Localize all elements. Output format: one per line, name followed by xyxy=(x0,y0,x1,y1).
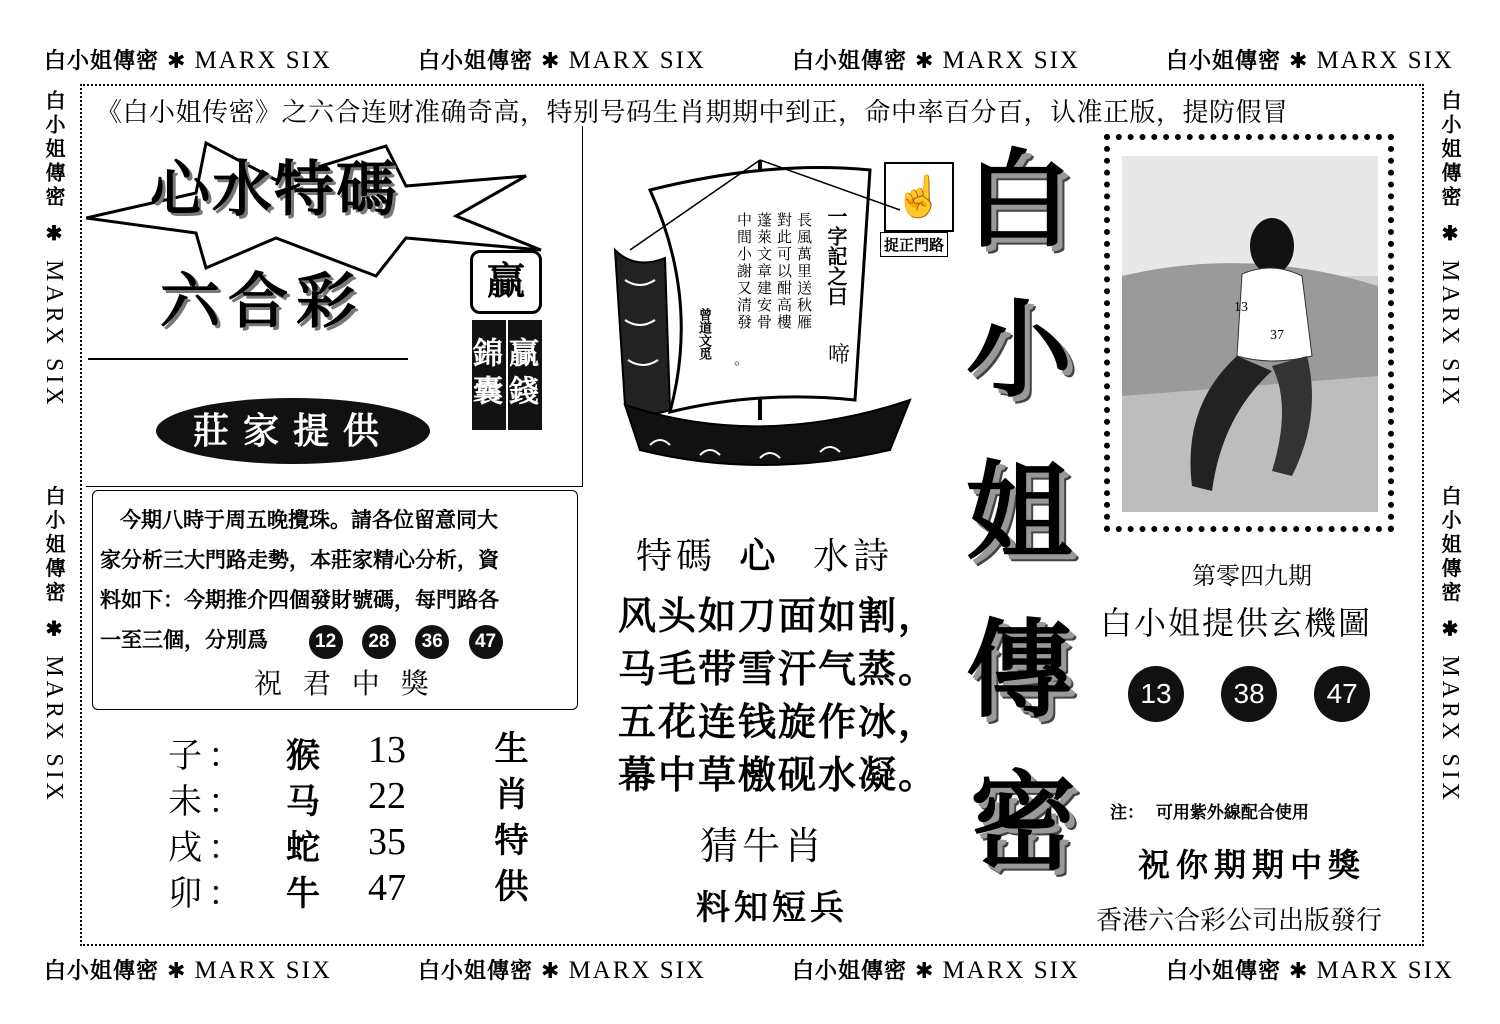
zodiac-number: 47 xyxy=(368,867,406,909)
banner-unit: 白小姐傳密 ✱ MARX SIX xyxy=(792,957,1080,984)
zodiac-colon: ： xyxy=(208,736,242,776)
lottery-subtitle: 六合彩 xyxy=(160,267,364,337)
title-char: 姐 xyxy=(966,451,1072,574)
zodiac-animal: 马 xyxy=(286,782,320,822)
poem-title xyxy=(636,528,893,579)
poem-title-part: 水詩 xyxy=(812,536,893,577)
zodiac-side-label: 生肖特供 xyxy=(488,730,528,914)
provider-label: 白小姐提供玄機圖 xyxy=(1100,604,1373,642)
divider xyxy=(88,358,408,360)
stamp-column-jinnang: 錦囊 xyxy=(472,320,506,430)
notice-line: 料如下：今期推介四個發財號碼，每門路各 xyxy=(100,587,499,612)
model-photo xyxy=(1122,156,1378,512)
win-stamp-icon: 贏 xyxy=(470,250,542,314)
zodiac-colon: ： xyxy=(208,828,242,868)
issue-number: 第零四九期 xyxy=(1192,562,1312,590)
notice-wish: 祝 君 中 獎 xyxy=(254,667,435,700)
poem-title-part: 心 xyxy=(739,535,780,577)
sail-poem-line: 中間小謝又清發 xyxy=(735,212,753,331)
title-char: 傳 xyxy=(966,609,1072,732)
pointing-hand-icon: ☝ xyxy=(884,162,954,232)
banner-unit: 白小姐傳密 ✱ MARX SIX xyxy=(1166,957,1454,984)
right-banner: 白小姐傳密 ✱ MARX SIX 白小姐傳密 ✱ MARX SIX xyxy=(1437,90,1463,804)
banker-oval-label: 莊家提供 xyxy=(156,398,430,464)
left-banner: 白小姐傳密 ✱ MARX SIX 白小姐傳密 ✱ MARX SIX xyxy=(41,90,67,804)
poem-line: 风头如刀面如割， xyxy=(618,593,939,638)
number-ball: 47 xyxy=(1314,666,1370,722)
sail-banner-text: 一字記之曰 xyxy=(824,206,848,306)
sail-poem-line: 蓬萊文章建安骨 xyxy=(755,212,773,331)
wish-label: 祝你期期中獎 xyxy=(1138,846,1367,884)
banner-unit: 白小姐傳密 ✱ MARX SIX xyxy=(1166,47,1454,74)
poem-line: 五花连钱旋作冰， xyxy=(618,699,939,744)
uv-note: 注： 可用紫外線配合使用 xyxy=(1110,803,1309,823)
zodiac-branch: 卯 xyxy=(168,874,202,914)
publisher-label: 香港六合彩公司出版發行 xyxy=(1096,906,1383,936)
title-char: 密 xyxy=(970,761,1076,884)
number-ball: 13 xyxy=(1128,666,1184,722)
sail-poem-line: 對此可以酣高樓 xyxy=(775,212,793,331)
icon-caption: 捉正門路 xyxy=(880,232,948,257)
number-ball: 12 xyxy=(309,625,343,659)
poem-line: 马毛带雪汗气蒸。 xyxy=(618,646,939,691)
banner-unit: 白小姐傳密 ✱ MARX SIX xyxy=(418,957,706,984)
zodiac-animal: 蛇 xyxy=(286,828,320,868)
title-char: 小 xyxy=(966,289,1072,412)
poem-title-part: 特碼 xyxy=(636,536,717,577)
photo-number-b: 37 xyxy=(1270,328,1284,343)
zodiac-colon: ： xyxy=(208,874,242,914)
bottom-banner xyxy=(44,954,1454,985)
poem-riddle-2: 料知短兵 xyxy=(696,888,848,928)
feature-numbers xyxy=(1112,666,1386,722)
stamp-column-yingqian: 贏錢 xyxy=(508,320,542,430)
notice-line-numbers xyxy=(100,620,574,660)
number-ball: 28 xyxy=(362,625,396,659)
notice-line: 今期八時于周五晚攪珠。請各位留意同大 xyxy=(120,507,498,532)
notice-text xyxy=(100,500,574,660)
sail-punct: 。 xyxy=(734,350,750,368)
zodiac-branch: 戌 xyxy=(168,828,202,868)
banner-unit: 白小姐傳密 ✱ MARX SIX xyxy=(44,957,332,984)
poem-line: 幕中草檄砚水凝。 xyxy=(618,752,939,797)
notice-line: 一至三個，分別爲 xyxy=(100,627,268,652)
sail-poem-line: 長風萬里送秋雁 xyxy=(795,212,813,331)
zodiac-number: 13 xyxy=(368,729,406,771)
zodiac-animal: 猴 xyxy=(286,736,320,776)
number-ball: 36 xyxy=(415,625,449,659)
photo-number-a: 13 xyxy=(1234,300,1248,315)
top-banner xyxy=(44,44,1454,75)
banner-unit: 白小姐傳密 ✱ MARX SIX xyxy=(44,47,332,74)
zodiac-number: 35 xyxy=(368,821,406,863)
zodiac-branch: 未 xyxy=(168,782,202,822)
star-title: 心水特碼 xyxy=(150,155,398,225)
title-char: 白 xyxy=(966,139,1072,262)
number-ball: 47 xyxy=(469,625,503,659)
banner-unit: 白小姐傳密 ✱ MARX SIX xyxy=(418,47,706,74)
number-ball: 38 xyxy=(1221,666,1277,722)
zodiac-colon: ： xyxy=(208,782,242,822)
sail-signature: 曾道文觅 xyxy=(696,308,711,360)
banner-unit: 白小姐傳密 ✱ MARX SIX xyxy=(792,47,1080,74)
zodiac-number: 22 xyxy=(368,775,406,817)
sail-banner-tail: 啼 xyxy=(828,343,851,368)
zodiac-animal: 牛 xyxy=(286,874,320,914)
poem-riddle: 猜牛肖 xyxy=(700,824,827,868)
zodiac-branch: 子 xyxy=(168,736,202,776)
notice-line: 家分析三大門路走勢，本莊家精心分析，資 xyxy=(100,547,499,572)
headline: 《白小姐传密》之六合连财准确奇高，特别号码生肖期期中到正，命中率百分百，认准正版，提防假冒 xyxy=(96,98,1289,128)
